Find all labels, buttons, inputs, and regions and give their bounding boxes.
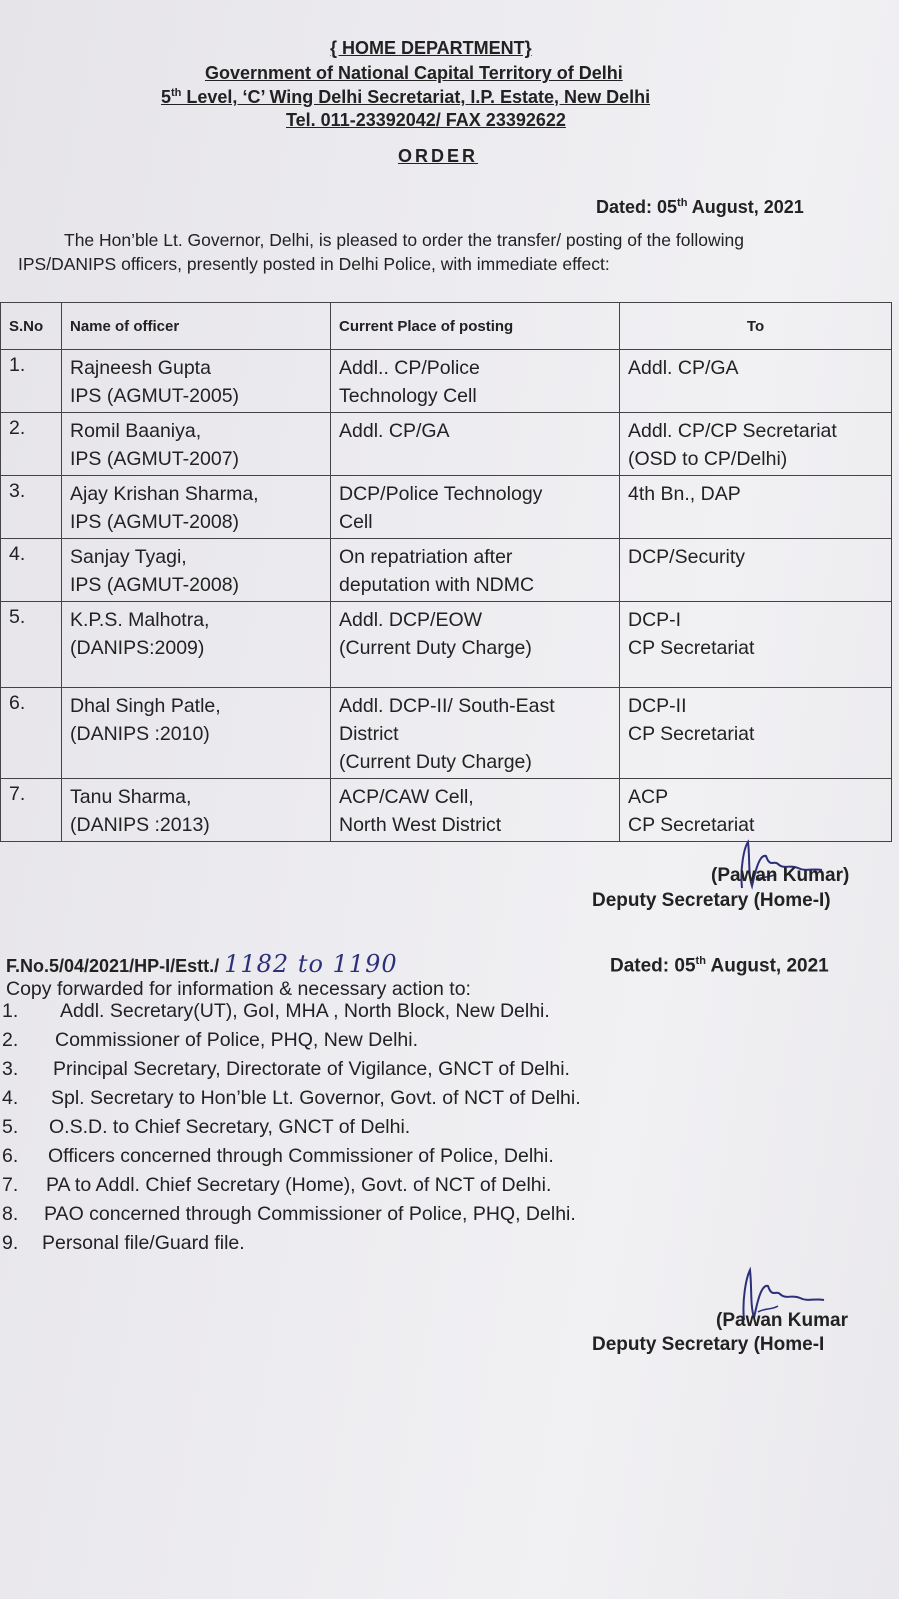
cell-name: Ajay Krishan Sharma, IPS (AGMUT-2008) (62, 476, 331, 539)
cell-name: Romil Baaniya, IPS (AGMUT-2007) (62, 413, 331, 476)
address-level: 5 (161, 87, 172, 107)
list-item: 1. Addl. Secretary(UT), GoI, MHA , North Block, New Delhi. (2, 1000, 550, 1022)
col-current: Current Place of posting (331, 303, 620, 350)
table-row (1, 539, 892, 602)
list-item: 3. Principal Secretary, Directorate of Vigilance, GNCT of Delhi. (2, 1058, 570, 1080)
table-header-row (1, 303, 892, 350)
government-heading: Government of National Capital Territory of Delhi (205, 63, 623, 83)
signatory-designation-2: Deputy Secretary (Home-I (592, 1334, 825, 1355)
cell-to: ACP CP Secretariat (620, 779, 892, 842)
contact-heading: Tel. 011-23392042/ FAX 23392622 (286, 110, 566, 130)
list-item: 2. Commissioner of Police, PHQ, New Delhi. (2, 1029, 419, 1051)
list-item: 4. Spl. Secretary to Hon’ble Lt. Governor, Govt. of NCT of Delhi. (2, 1087, 581, 1109)
cell-current: DCP/Police Technology Cell (331, 476, 620, 539)
order-title: ORDER (398, 146, 479, 166)
address-rest: Level, ‘C’ Wing Delhi Secretariat, I.P. Estate, New Delhi (181, 87, 651, 107)
table-row (1, 602, 892, 688)
table-row (1, 476, 892, 539)
cell-current: ACP/CAW Cell, North West District (331, 779, 620, 842)
cell-current: Addl. DCP-II/ South-East District (Current Duty Charge) (331, 688, 620, 779)
cell-name: Tanu Sharma, (DANIPS :2013) (62, 779, 331, 842)
cell-sno: 5. (1, 602, 62, 688)
col-name: Name of officer (62, 303, 331, 350)
cell-name: K.P.S. Malhotra, (DANIPS:2009) (62, 602, 331, 688)
transfer-table (0, 302, 892, 842)
intro-line-1: The Hon’ble Lt. Governor, Delhi, is pleased to order the transfer/ posting of the following (64, 230, 744, 250)
cell-to: DCP/Security (620, 539, 892, 602)
cell-sno: 1. (1, 350, 62, 413)
cell-name: Rajneesh Gupta IPS (AGMUT-2005) (62, 350, 331, 413)
cell-sno: 6. (1, 688, 62, 779)
cell-to: Addl. CP/GA (620, 350, 892, 413)
cell-to: 4th Bn., DAP (620, 476, 892, 539)
cell-current: Addl. DCP/EOW (Current Duty Charge) (331, 602, 620, 688)
copy-intro: Copy forwarded for information & necessary action to: (6, 978, 471, 1000)
table-row (1, 779, 892, 842)
cell-sno: 3. (1, 476, 62, 539)
cell-to: DCP-I CP Secretariat (620, 602, 892, 688)
cell-name: Dhal Singh Patle, (DANIPS :2010) (62, 688, 331, 779)
list-item: 5. O.S.D. to Chief Secretary, GNCT of Delhi. (2, 1116, 411, 1138)
list-item: 7. PA to Addl. Chief Secretary (Home), Govt. of NCT of Delhi. (2, 1174, 552, 1196)
table-row (1, 413, 892, 476)
col-to: To (620, 303, 892, 350)
signatory-name-2: (Pawan Kumar (716, 1310, 848, 1331)
file-number: F.No.5/04/2021/HP-I/Estt./ 1182 to 1190 (6, 950, 398, 978)
table-row (1, 688, 892, 779)
date-top: Dated: 05th August, 2021 (596, 197, 804, 217)
cell-sno: 2. (1, 413, 62, 476)
table-row (1, 350, 892, 413)
date-bottom: Dated: 05th August, 2021 (610, 955, 829, 977)
list-item: 9. Personal file/Guard file. (2, 1232, 245, 1254)
intro-line-2: IPS/DANIPS officers, presently posted in Delhi Police, with immediate effect: (18, 254, 610, 274)
signatory-designation-1: Deputy Secretary (Home-I) (592, 890, 831, 911)
handwritten-range: 1182 to 1190 (224, 950, 398, 978)
cell-to: DCP-II CP Secretariat (620, 688, 892, 779)
list-item: 6. Officers concerned through Commissioner of Police, Delhi. (2, 1145, 554, 1167)
address-heading (161, 87, 650, 108)
cell-current: Addl.. CP/Police Technology Cell (331, 350, 620, 413)
cell-current: Addl. CP/GA (331, 413, 620, 476)
cell-to: Addl. CP/CP Secretariat (OSD to CP/Delhi) (620, 413, 892, 476)
department-heading: { HOME DEPARTMENT} (330, 38, 532, 58)
list-item: 8. PAO concerned through Commissioner of Police, PHQ, Delhi. (2, 1203, 576, 1225)
cc-list (0, 1000, 760, 1261)
signatory-name-1: (Pawan Kumar) (711, 865, 850, 886)
address-sup: th (171, 87, 182, 99)
cell-current: On repatriation after deputation with NDMC (331, 539, 620, 602)
cell-sno: 4. (1, 539, 62, 602)
col-sno: S.No (1, 303, 62, 350)
cell-sno: 7. (1, 779, 62, 842)
cell-name: Sanjay Tyagi, IPS (AGMUT-2008) (62, 539, 331, 602)
